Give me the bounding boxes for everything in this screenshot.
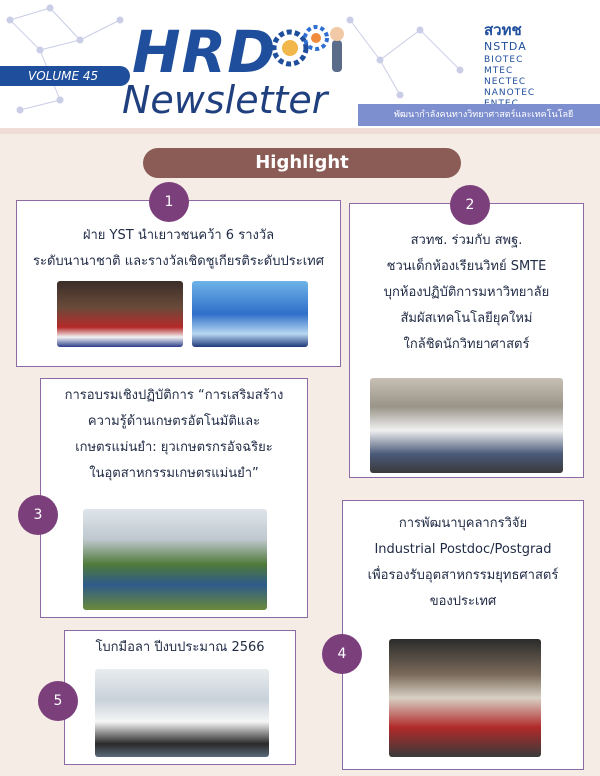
photo-award-stage [192,281,308,347]
photo-farewell-lab [95,669,269,757]
item-line: ใกล้ชิดนักวิทยาศาสตร์ [403,337,530,352]
item-line: บุกห้องปฏิบัติการมหาวิทยาลัย [383,285,550,300]
center-item: NANOTEC [484,88,536,98]
agency-thai-name: สวทช [484,21,522,39]
center-item: NECTEC [484,77,527,87]
highlight-item-5[interactable] [64,630,296,765]
volume-label: VOLUME 45 [0,66,130,86]
item-line: สัมผัสเทคโนโลยียุคใหม่ [400,311,533,326]
center-list [484,55,594,110]
highlight-item-3[interactable] [40,378,308,618]
item-line: ของประเทศ [429,594,497,609]
center-item: MTEC [484,66,514,76]
highlight-item-4[interactable] [342,500,584,770]
item-number-2: 2 [450,185,490,225]
item-number-1: 1 [149,182,189,222]
item-line: ในอุตสาหกรรมเกษตรแม่นยำ” [89,466,259,481]
item-line: Industrial Postdoc/Postgrad [374,542,552,557]
item-line: ระดับนานาชาติ และรางวัลเชิดชูเกียรติระดับประเทศ [33,254,324,269]
logo-newsletter: Newsletter [122,78,328,122]
slogan-bar: พัฒนากำลังคนทางวิทยาศาสตร์และเทคโนโลยี [358,104,600,126]
highlight-item-1[interactable] [16,200,341,367]
item-line: ความรู้ด้านเกษตรอัตโนมัติและ [87,414,261,429]
item-line: สวทช. ร่วมกับ สพฐ. [410,233,523,248]
center-item: BIOTEC [484,55,524,65]
logo-hrd: HRD [132,18,277,86]
masthead [0,0,600,128]
highlight-item-2[interactable] [349,203,584,478]
item-number-4: 4 [322,634,362,674]
highlight-heading: Highlight [143,148,461,178]
item-number-3: 3 [18,495,58,535]
photo-agri-workshop [83,509,267,610]
gears-icon [268,18,358,78]
photo-students-group [370,378,563,473]
nstda-logo [484,18,594,110]
item-line: เกษตรแม่นยำ: ยุวเกษตรกรอัจฉริยะ [75,440,273,455]
item-line: ชวนเด็กห้องเรียนวิทย์ SMTE [386,259,547,274]
agency-en-name: NSTDA [484,40,527,53]
item-number-5: 5 [38,681,78,721]
item-line: การอบรมเชิงปฏิบัติการ “การเสริมสร้าง [64,388,284,403]
photo-postdoc-group [389,639,541,757]
item-line: โบกมือลา ปีงบประมาณ 2566 [95,640,265,655]
photo-award-team [57,281,183,347]
item-line: ฝ่าย YST นำเยาวชนคว้า 6 รางวัล [82,228,275,243]
item-line: เพื่อรองรับอุตสาหกรรมยุทธศาสตร์ [367,568,559,583]
item-line: การพัฒนาบุคลากรวิจัย [398,516,528,531]
